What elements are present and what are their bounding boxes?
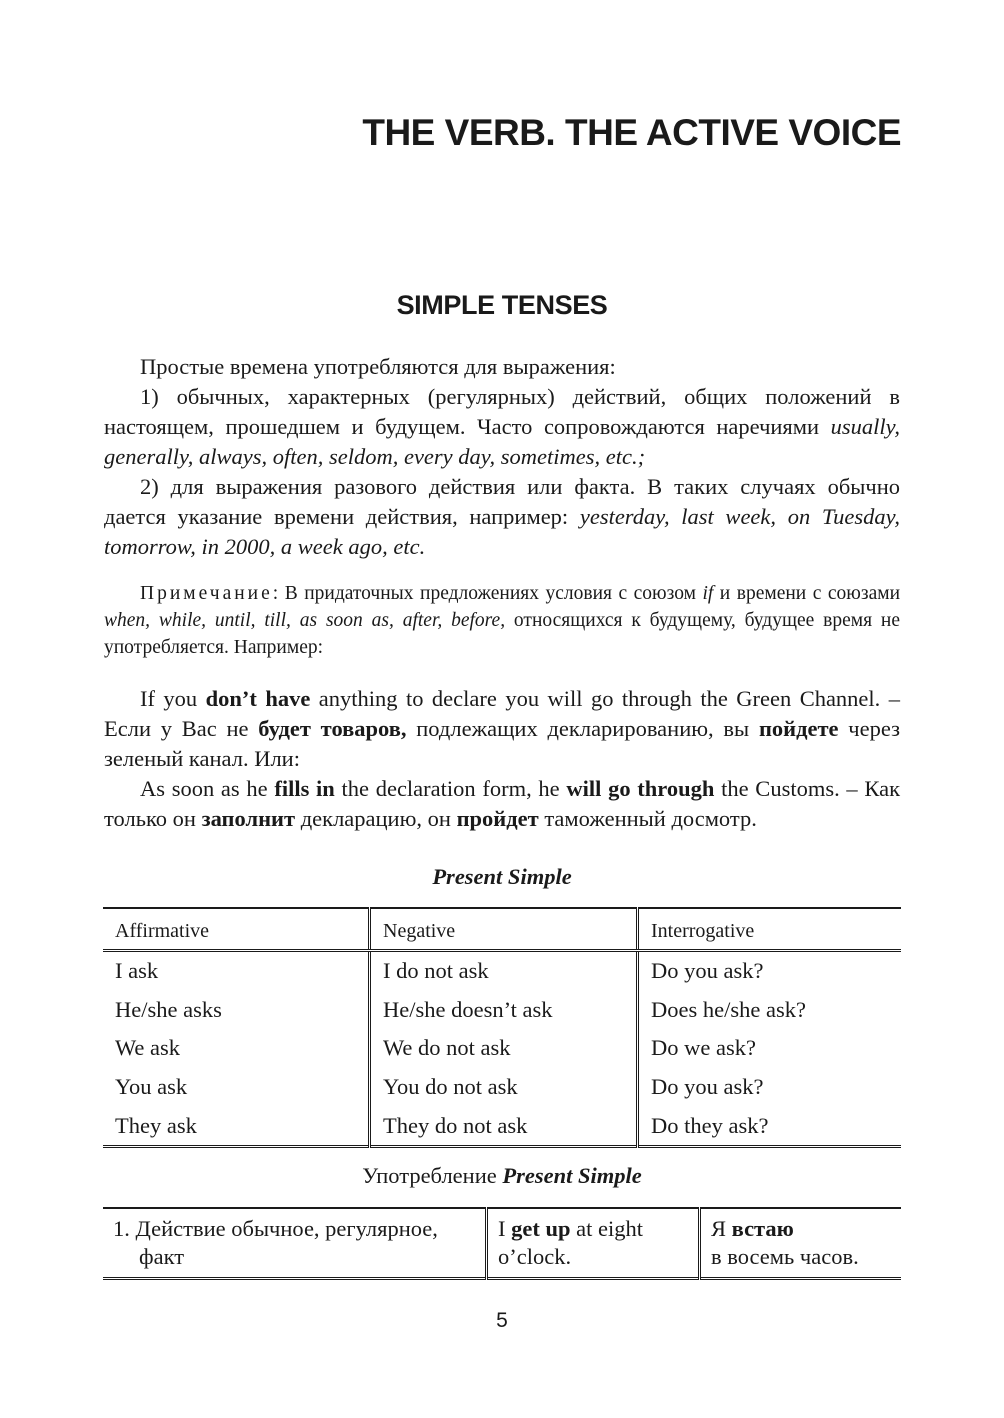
header-negative: Negative: [370, 908, 638, 951]
section-title: SIMPLE TENSES: [396, 290, 608, 320]
table-cell: Do you ask?: [638, 1068, 902, 1107]
table-row: [103, 1029, 901, 1068]
table-cell: They do not ask: [370, 1106, 638, 1146]
note-label: Примечание: [140, 583, 273, 604]
note-paragraph: Примечание: В придаточных предложениях условия с союзом if и времени с союзами when, while, until, till, as soon as, after, before, относящихся к будущему, будущее время не употребляется. Например:: [104, 583, 901, 658]
table-cell: I do not ask: [370, 951, 638, 991]
table-cell: Do we ask?: [638, 1029, 902, 1068]
table-row: [103, 1068, 901, 1107]
example-2: As soon as he fills in the declaration form, he will go through the Customs. – Как только он заполнит декларацию, он пройдет таможенный досмотр.: [104, 776, 900, 831]
table-cell: Does he/she ask?: [638, 991, 902, 1030]
present-simple-table: [103, 907, 901, 1148]
header-affirmative: Affirmative: [103, 908, 370, 951]
header-interrogative: Interrogative: [638, 908, 902, 951]
usage-caption: Употребление Present Simple: [362, 1163, 642, 1188]
usage-example-cell: I get up at eight o’clock.: [487, 1208, 700, 1279]
table-cell: You do not ask: [370, 1068, 638, 1107]
usage-table: [103, 1207, 901, 1280]
table-header-row: [103, 908, 901, 951]
table-cell: We do not ask: [370, 1029, 638, 1068]
chapter-title: THE VERB. THE ACTIVE VOICE: [362, 112, 901, 153]
example-1: If you don’t have anything to declare you will go through the Green Channel. – Если у Вас не будет товаров, подлежащих декларированию, вы пойдете через зеленый канал. Или:: [104, 686, 900, 771]
intro-paragraph-3: 2) для выражения разового действия или факта. В таких случаях обычно дается указание времени действия, например: yesterday, last week, on Tuesday, tomorrow, in 2000, a week ago, etc.: [104, 474, 900, 559]
usage-description-cell: 1. Действие обычное, регулярное, факт: [113, 1216, 438, 1269]
examples: [104, 684, 900, 834]
table-cell: He/she asks: [115, 996, 222, 1022]
intro-paragraph-1: Простые времена употребляются для выражения:: [140, 354, 616, 379]
table-cell: They ask: [115, 1112, 197, 1138]
table-row: [103, 1208, 901, 1279]
table-cell: Do they ask?: [638, 1106, 902, 1146]
page-number: 5: [496, 1309, 508, 1332]
intro-paragraph-2: 1) обычных, характерных (регулярных) действий, общих положений в настоящем, прошедшем и будущем. Часто сопровождаются наречиями usually, generally, always, often, seldom, every day, sometimes, etc.;: [104, 384, 900, 469]
table-cell: He/she doesn’t ask: [370, 991, 638, 1030]
table-row: [103, 991, 901, 1030]
table-row: [103, 951, 901, 991]
intro-text: [104, 352, 900, 562]
table-row: [103, 1106, 901, 1146]
usage-translation-cell: Я встаю в восемь часов.: [700, 1208, 902, 1279]
table-cell: You ask: [115, 1074, 188, 1100]
table-cell: Do you ask?: [638, 951, 902, 991]
present-simple-caption: Present Simple: [432, 864, 572, 889]
table-cell: I ask: [115, 958, 159, 984]
table-cell: We ask: [115, 1035, 181, 1061]
